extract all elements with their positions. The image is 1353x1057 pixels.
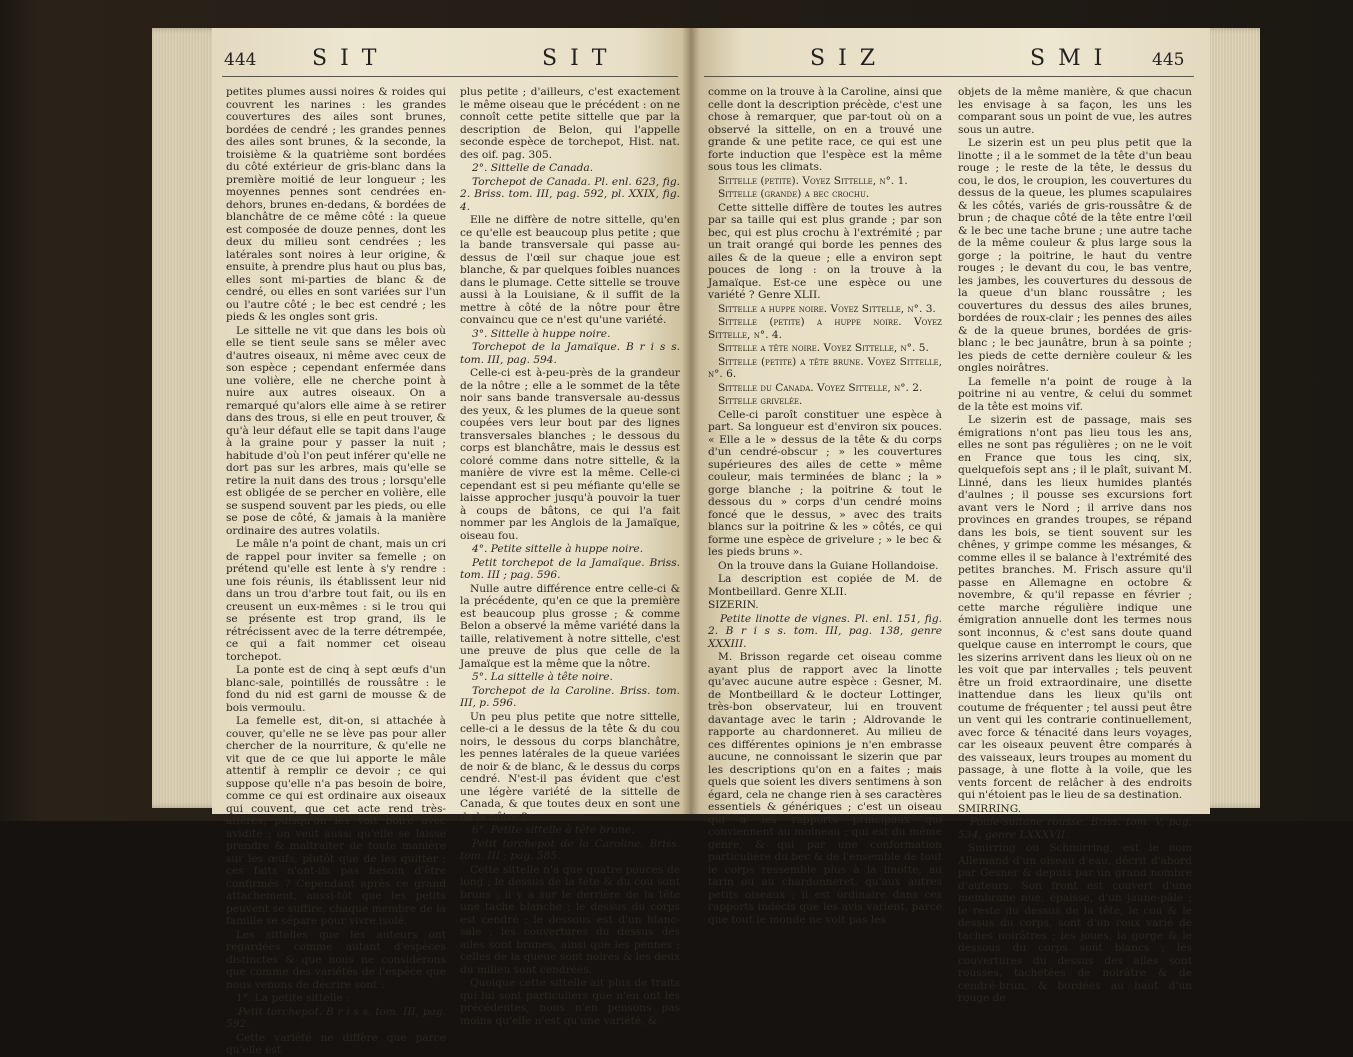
paragraph: 3°. Sittelle à huppe noire. bbox=[472, 327, 611, 340]
paragraph: La description est copiée de M. de Montbeillard. Genre XLII. bbox=[708, 573, 942, 598]
left-header-right: S I T bbox=[542, 46, 610, 71]
paragraph: plus petite ; d'ailleurs, c'est exactement le même oiseau que le précédent : on ne connoît cette petite sittelle que par la description de Belon, qui l'appelle seconde espèce de torchepot, Hist. nat. des oif. pag. 305. bbox=[460, 86, 680, 161]
left-column-2 bbox=[460, 86, 680, 1027]
paragraph: M. Brisson regarde cet oiseau comme ayant plus de rapport avec la linotte qu'avec aucune autre espèce : Gesner, M. de Montbeillard & le docteur Lottinger, très-bon observateur, lui en trouvent davantage avec le tarin ; Aldrovande le rapporte au chardonneret. Au milieu de ces différentes opinions je n'en embrasse aucune, ne connoissant le sizerin que par les descriptions qu'on en a faites ; mais quels que soient les divers sentimens à son égard, cela ne change rien à ses caractères essentiels & génériques ; c'est un oiseau qui a les rapports principaux qui conviennent au moineau ; qui est du même genre, & qui par une conformation particulière du bec & de l'ensemble de tout le corps ressemble plus à la linotte, au tarin ou au chardonneret, qu'aux autres petits oiseaux ; il est ordinaire dans ces rapports indécis que les avis varient, parce que tout le monde ne voit pas les bbox=[708, 651, 942, 926]
entry-heading: SIZERIN. bbox=[708, 599, 759, 611]
paragraph: Petit torchepot. B r i s s. tom. III, pag. 592. bbox=[226, 1005, 446, 1030]
paragraph: Torchepot de la Jamaïque. B r i s s. tom. III, pag. 594. bbox=[460, 341, 680, 366]
paragraph: 5°. La sittelle à tête noire. bbox=[472, 671, 613, 683]
paragraph: Un peu plus petite que notre sittelle, celle-ci a le dessus de la tête & du cou noirs, le dessous du corps blanchâtre, les pennes latérales de la queue variées de noir & de blanc, & le dessus du corps cendré. N'est-il pas évident que c'est une légère variété de la sittelle de Canada, & que toutes deux en sont une de la nôtre ? bbox=[460, 710, 680, 823]
paragraph: petites plumes aussi noires & roides qui couvrent les narines : les grandes couvertures des ailes sont brunes, bordées de cendré ; les grandes pennes des ailes sont brunes, & la seconde, la troisième & la quatrième sont bordées du côté extérieur de gris-blanc dans la première moitié de leur longueur ; les moyennes pennes sont cendrées en-dehors, brunes en-dedans, & bordées de blanchâtre de ce même côté : la queue est composée de douze pennes, dont les deux du milieu sont cendrées ; les latérales sont noires à leur origine, & ensuite, à prendre plus haut ou plus bas, elles sont mi-parties de blanc & de cendré, ou elles en sont variées sur l'un ou l'autre côté ; le bec est cendré ; les pieds & les ongles sont gris. bbox=[226, 86, 446, 323]
paragraph: Celle-ci est à-peu-près de la grandeur de la nôtre ; elle a le sommet de la tête noir sans bande transversale au-dessus des yeux, & les plumes de la queue sont coupées vers leur bout par des lignes transversales blanches ; le dessous du corps est blanchâtre, mais le dessus est coloré comme dans notre sittelle, & la manière de vivre est la même. Celle-ci cependant est si peu méfiante qu'elle se laisse approcher jusqu'à pouvoir la tuer à coups de bâtons, ce qui l'a fait nommer par les Anglois de la Jamaïque, oiseau fou. bbox=[460, 367, 680, 542]
paragraph: Le mâle n'a point de chant, mais un cri de rappel pour inviter sa femelle ; on prétend qu'elle est lente à s'y rendre : une fois réunis, ils établissent leur nid dans un trou d'arbre tout fait, ou ils en creusent un eux-mêmes : si le trou qui se présente est trop grand, ils le rétrécissent avec de la terre détrempée, ce qui a fait nommer cet oiseau torchepot. bbox=[226, 538, 446, 663]
paragraph: Sittelle (grande) a bec crochu. bbox=[718, 188, 870, 200]
paragraph: 6°. Petite sittelle à tête brune. bbox=[472, 824, 635, 836]
paragraph: Sittelle a huppe noire. Voyez Sittelle, n°. 3. bbox=[718, 302, 936, 315]
paragraph: Petite linotte de vignes. Pl. enl. 151, fig. 2. B r i s s. tom. III, pag. 138, genre XXXIII. bbox=[708, 612, 942, 650]
paragraph: Le sizerin est un peu plus petit que la linotte ; il a le sommet de la tête d'un beau rouge ; le reste de la tête, le dessus du cou, le dos, le croupion, les couvertures du dessus de la queue, les plumes scapulaires & les côtés, variés de gris-roussâtre & de brun ; de chaque côté de la tête entre l'œil & le bec une tache brune ; une autre tache de la même couleur & plus large sous la gorge ; la poitrine, le haut du ventre rouges ; le devant du cou, le bas ventre, les jambes, les couvertures du dessous de la queue d'un blanc roussâtre ; les couvertures du dessus des ailes brunes, bordées de roux-clair ; les pennes des ailes & de la queue brunes, bordées de gris-blanc ; le bec jaunâtre, brun à sa pointe ; les pieds de cette dernière couleur & les ongles noirâtres. bbox=[958, 137, 1192, 374]
paragraph: Petit torchepot de la Caroline. Briss. tom. III ; pag. 585. bbox=[460, 837, 680, 862]
paragraph: Elle ne diffère de notre sittelle, qu'en ce qu'elle est beaucoup plus petite ; que la bande transversale qui passe au-dessus de l'œil sur chaque joue est blanche, & par quelques foibles nuances dans le plumage. Cette sittelle se trouve aussi à la Louisiane, & il suffit de la mettre à côté de la nôtre pour être convaincu que ce n'est qu'une variété. bbox=[460, 214, 680, 326]
paragraph: La ponte est de cinq à sept œufs d'un blanc-sale, pointillés de roussâtre : le fond du nid est garni de mousse & de bois vermoulu. bbox=[226, 664, 446, 714]
paragraph: Les sittelles que les auteurs ont regardées comme autant d'espèces distinctes & que nous ne considérons que comme des variétés de l'espèce que nous venons de décrire sont : bbox=[226, 928, 446, 991]
right-header-right: S M I bbox=[1030, 46, 1106, 71]
paragraph: La femelle est, dit-on, si attachée à couver, qu'elle ne se lève pas pour aller chercher de la nourriture, & qu'elle ne vit que de ce que lui apporte le mâle attentif à remplir ce devoir ; ce qui suppose qu'elle n'a pas besoin de boire, comme ce qui est ordinaire aux oiseaux qui couvent, que cet acte rend très-altérés, puisqu'on les voit boire avec avidité ; on veut aussi qu'elle se laisse prendre & maltraiter de toute manière sur les œufs, plutôt que de les quitter ; ces faits n'ont-ils pas besoin d'être confirmés ? Cependant après ce grand attachement, aussi-tôt que les petits peuvent se suffire, chaque membre de la famille se sépare pour vivre isolé. bbox=[226, 715, 446, 927]
paragraph: Celle-ci paroît constituer une espèce à part. Sa longueur est d'environ six pouces. « Elle a le » dessus de la tête & du corps d'un cendré-obscur ; » les couvertures supérieures des ailes de cette » même couleur, mais terminées de blanc ; la » gorge blanche ; la poitrine & tout le dessous du » corps d'un cendré moins foncé que le dessus, » avec des traits blancs sur la poitrine & les » côtés, ce qui forme une espèce de grivelure ; » le bec & les pieds bruns ». bbox=[708, 408, 942, 558]
paragraph: Cette variété ne diffère que parce qu'elle est bbox=[226, 1031, 446, 1056]
book-gutter bbox=[682, 28, 700, 814]
paragraph: La femelle n'a point de rouge à la poitrine ni au ventre, & celui du sommet de la tête est moins vif. bbox=[958, 375, 1192, 413]
paragraph: Quoique cette sittelle ait plus de traits qui lui sont particuliers que n'en ont les précédentes, nous n'en pensons pas moins qu'elle n'est qu'une variété, & bbox=[460, 977, 680, 1027]
right-header-rule bbox=[704, 76, 1194, 77]
paragraph: comme on la trouve à la Caroline, ainsi que celle dont la description précède, c'est une chose à remarquer, que par-tout où on a observé la sittelle, on en a trouvé une grande & une petite race, ce qui est une forte induction que l'espèce est la même sous tous les climats. bbox=[708, 86, 942, 173]
paragraph: Smirring ou Schmirring, est le nom Allemand d'un oiseau d'eau, décrit d'abord par Gesner & depuis par un grand nombre d'auteurs. Son front est couvert d'une membrane nue, épaisse, d'un jaune-pâle ; le reste du dessus de la tête, le cou & le dessus du corps, sont d'un roux varié de taches noirâtres ; les joues, la gorge & le dessous du corps sont blancs ; les couvertures du dessus des ailes sont rousses, tachetées de noirâtre & de cendré-brun, & bordées au haut d'un rouge de bbox=[958, 842, 1192, 1004]
paragraph: Sittelle (petite). Voyez Sittelle, n°. 1. bbox=[718, 174, 908, 187]
paragraph: Torchepot de Canada. Pl. enl. 623, fig. 2. Briss. tom. III, pag. 592, pl. XXIX, fig. 4. bbox=[460, 175, 680, 213]
left-page bbox=[212, 28, 690, 1056]
paragraph: objets de la même manière, & que chacun les envisage à sa façon, les uns les comparant sous un point de vue, les autres sous un autre. bbox=[958, 86, 1192, 136]
paragraph: Sittelle du Canada. Voyez Sittelle, n°. 2. bbox=[718, 381, 923, 394]
left-header-left: S I T bbox=[312, 46, 380, 71]
paper-stain bbox=[930, 768, 938, 774]
left-page-number: 444 bbox=[224, 50, 257, 70]
paragraph: Sittelle grivelée. bbox=[718, 395, 803, 407]
paragraph: Petit torchepot de la Jamaïque. Briss. tom. III ; pag. 596. bbox=[460, 556, 680, 581]
paragraph: Le sizerin est de passage, mais ses émigrations n'ont pas lieu tous les ans, elles ne sont pas régulières ; on ne le voit en France que tous les cinq, six, quelquefois sept ans ; il le plaît, suivant M. Linné, dans les lieux humides plantés d'aulnes ; il pousse ses excursions fort avant vers le Nord ; il arrive dans nos provinces en grandes troupes, se répand dans les bois, se tient souvent sur les chênes, y grimpe comme les mésanges, & comme elles il se balance à l'extrémité des petites branches. M. Frisch assure qu'il passe en Allemagne en octobre & novembre, & qu'il repasse en février ; cette marche régulière indique une émigration annuelle dont les termes nous sont inconnus, & c'est sans doute quand quelque cause en interrompt le cours, que les sizerins arrivent dans les lieux où on ne les voit que par intervalles ; tels peuvent être un froid extraordinaire, une disette inattendue dans les lieux qu'ils ont coutume de fréquenter ; tel aussi peut être un vent qui les contrarie continuellement, avec force & ténacité dans leurs voyages, car les oiseaux peuvent être comparés à des vaisseaux, leurs troupes au moment du passage, à une flotte à la voile, que les vents forcent de relâcher à des endroits qui n'étoient pas le lieu de sa destination. bbox=[958, 414, 1192, 801]
paragraph: Le sittelle ne vit que dans les bois où elle se tient seule sans se mêler avec d'autres oiseaux, ni même avec ceux de son espèce ; cependant enfermée dans une volière, elle ne cherche point à nuire aux autres oiseaux. On a remarqué qu'alors elle aime à se retirer dans des trous, si elle en peut trouver, & qu'à leur défaut elle se tapit dans l'auge à la graine pour y passer la nuit ; habitude d'où l'on peut inférer qu'elle ne dort pas sur les arbres, mais qu'elle se retire la nuit dans des trous ; lorsqu'elle est obligée de se percher en volière, elle se suspend souvent par les pieds, ou elle se pose de côté, & jamais à la manière ordinaire des autres volatils. bbox=[226, 324, 446, 537]
right-page-number: 445 bbox=[1152, 50, 1185, 70]
paragraph: Nulle autre différence entre celle-ci & la précédente, qu'en ce que la première est beaucoup plus grosse ; & comme Belon a observé la même variété dans la taille, relativement à notre sittelle, c'est une preuve de plus que celle de la Jamaïque est la même que la nôtre. bbox=[460, 582, 680, 670]
entry-heading: SMIRRING. bbox=[958, 802, 1022, 815]
right-column-1 bbox=[708, 86, 942, 926]
left-column-1 bbox=[226, 86, 446, 1056]
paragraph: 4°. Petite sittelle à huppe noire. bbox=[472, 543, 644, 555]
paragraph: On la trouve dans la Guiane Hollandoise. bbox=[718, 559, 939, 572]
right-column-2 bbox=[958, 86, 1192, 1004]
right-header-left: S I Z bbox=[810, 46, 879, 71]
paragraph: Sittelle (petite) a huppe noire. Voyez Sittelle, n°. 4. bbox=[708, 316, 942, 341]
paragraph: 2°. Sittelle de Canada. bbox=[472, 162, 594, 174]
paragraph: Sittelle (petite) a tête brune. Voyez Sittelle, n°. 6. bbox=[708, 355, 942, 380]
paragraph: Sittelle a tête noire. Voyez Sittelle, n°. 5. bbox=[718, 342, 929, 354]
paragraph: Poule-sultane rousse. Briss. tom. V, pag. 534, genre LXXXVII. bbox=[958, 816, 1192, 841]
paragraph: Torchepot de la Caroline. Briss. tom. III, p. 596. bbox=[460, 684, 680, 709]
paragraph: 1°. La petite sittelle : bbox=[236, 992, 350, 1004]
paragraph: Cette sittelle diffère de toutes les autres par sa taille qui est plus grande ; par son bec, qui est plus crochu à l'extrémité ; par un trait orangé qui borde les pennes des ailes & de la queue ; elle a environ sept pouces de long : on la trouve à la Jamaïque. Est-ce une espèce ou une variété ? Genre XLII. bbox=[708, 201, 942, 301]
left-header-rule bbox=[222, 76, 678, 77]
right-page bbox=[690, 28, 1210, 1004]
paragraph: Cette sittelle n'a que quatre pouces de long ; le dessus de la tête & du cou sont bruns ; il y a sur le derrière de la tête une tache blanche ; le dessus du corps est cendré ; le dessous est d'un blanc-sale ; les couvertures du dessus des ailes sont brunes, ainsi que les pennes ; celles de la queue sont noires & les deux du milieu sont cendrées. bbox=[460, 863, 680, 976]
